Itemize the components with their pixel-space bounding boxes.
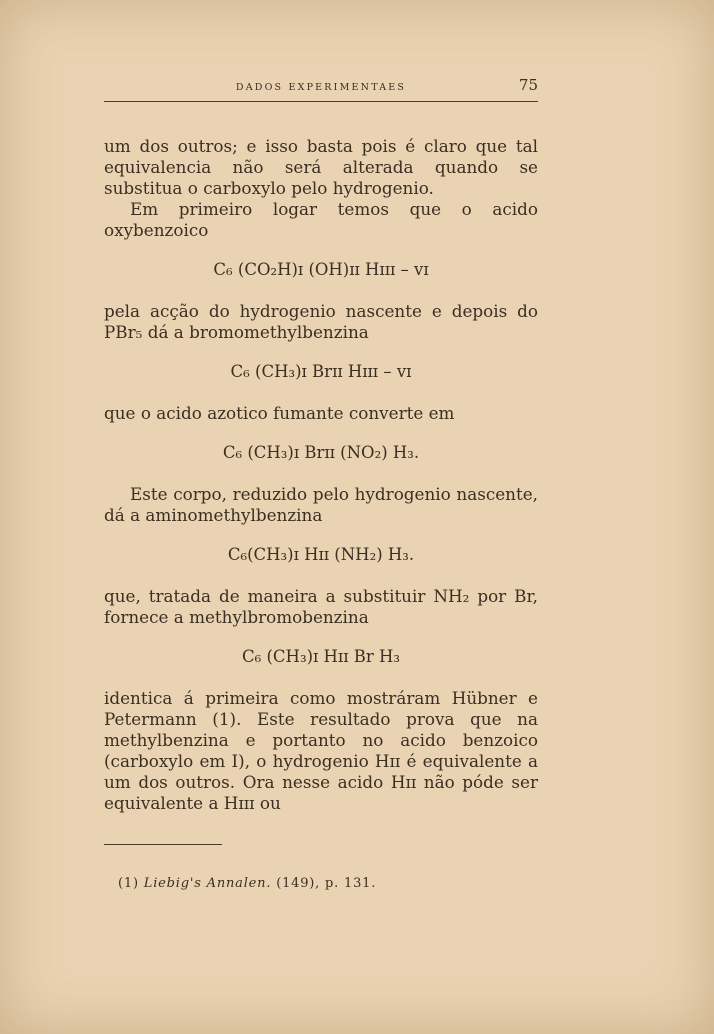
formula-1: C₆ (CO₂H)ɪ (OH)ɪɪ Hɪɪɪ – ᴠɪ (213, 260, 429, 279)
paragraph-6: que, tratada de maneira a substituir NH₂ por Br, fornece a methylbromobenzina (104, 586, 538, 627)
formula-2: C₆ (CH₃)ɪ Brɪɪ Hɪɪɪ – ᴠɪ (230, 362, 412, 381)
header-rule (104, 101, 538, 102)
footnote (118, 876, 376, 891)
page-number: 75 (518, 76, 538, 94)
running-head: DADOS EXPERIMENTAES (235, 82, 407, 93)
paragraph-1: um dos outros; e isso basta pois é claro que tal equivalencia não será alterada quando se substitua o carboxylo pelo hydrogenio. (104, 136, 538, 198)
formula-4: C₆(CH₃)ɪ Hɪɪ (NH₂) H₃. (227, 545, 415, 564)
footnote-ref: (149), p. 131. (276, 876, 377, 891)
footnote-marker: (1) (118, 876, 139, 891)
footnote-source: Liebig's Annalen. (143, 876, 272, 891)
paragraph-4: que o acido azotico fumante converte em (104, 403, 455, 423)
paragraph-7: identica á primeira como mostráram Hübner e Petermann (1). Este resultado prova que na methylbenzina e portanto no acido benzoico (carboxylo em I), o hydrogenio Hɪɪ é equivalente a um dos outros. Ora nesse acido Hɪɪ não póde ser equivalente a Hɪɪɪ ou (104, 688, 538, 813)
paragraph-5: Este corpo, reduzido pelo hydrogenio nascente, dá a aminomethylbenzina (104, 484, 538, 525)
formula-5: C₆ (CH₃)ɪ Hɪɪ Br H₃ (242, 647, 400, 666)
page-header (104, 74, 538, 104)
formula-3: C₆ (CH₃)ɪ Brɪɪ (NO₂) H₃. (222, 443, 420, 462)
paragraph-2: Em primeiro logar temos que o acido oxybenzoico (104, 199, 538, 240)
footnote-rule (104, 844, 222, 845)
body-text (104, 136, 538, 814)
paragraph-3: pela acção do hydrogenio nascente e depois do PBr₅ dá a bromomethylbenzina (104, 301, 538, 342)
